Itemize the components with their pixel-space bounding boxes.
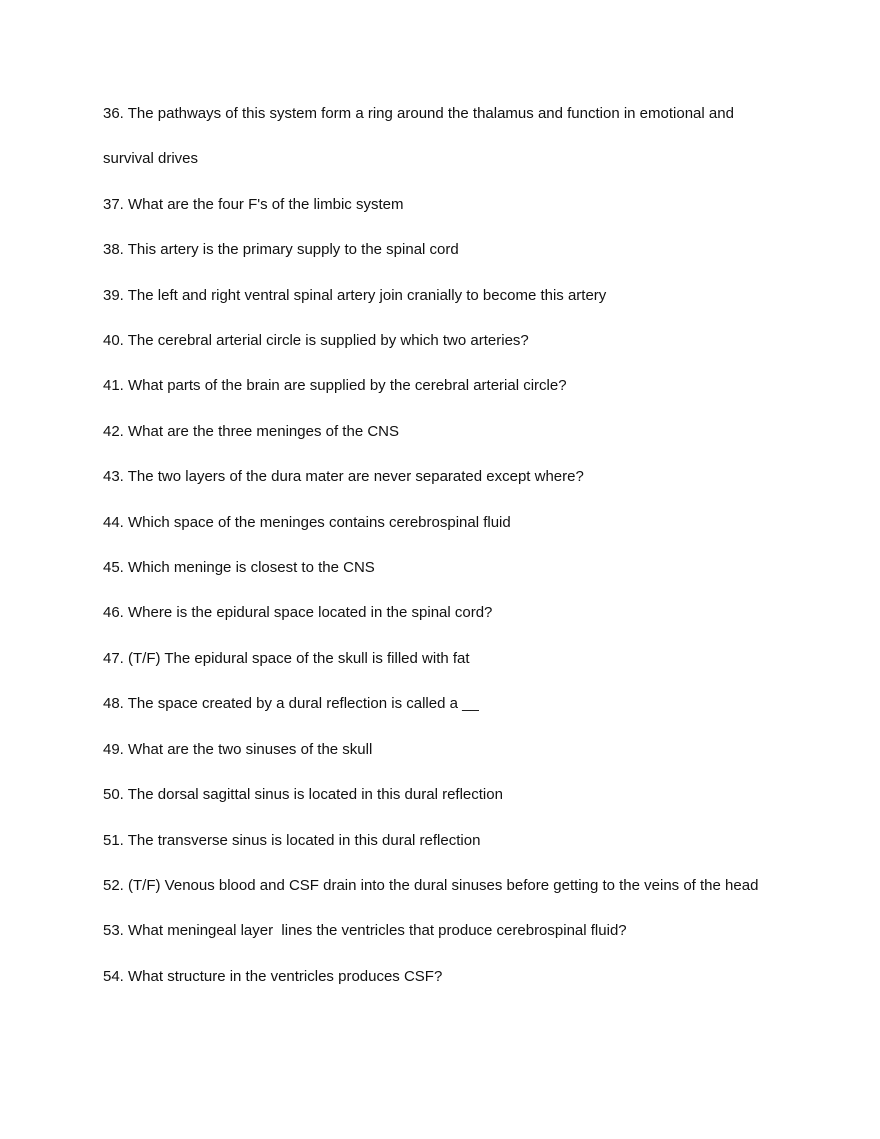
question-50: 50. The dorsal sagittal sinus is located in this dural reflection — [103, 786, 503, 804]
question-41: 41. What parts of the brain are supplied by the cerebral arterial circle? — [103, 377, 567, 395]
question-51: 51. The transverse sinus is located in this dural reflection — [103, 831, 481, 849]
question-53: 53. What meningeal layer lines the ventricles that produce cerebrospinal fluid? — [103, 922, 627, 940]
question-list — [103, 91, 775, 999]
question-46: 46. Where is the epidural space located in the spinal cord? — [103, 604, 493, 622]
question-49: 49. What are the two sinuses of the skull — [103, 740, 373, 758]
question-36: 36. The pathways of this system form a ring around the thalamus and function in emotional and survival drives — [103, 105, 739, 168]
question-52: 52. (T/F) Venous blood and CSF drain into the dural sinuses before getting to the veins of the head — [103, 876, 759, 894]
question-47: 47. (T/F) The epidural space of the skull is filled with fat — [103, 649, 470, 667]
question-37: 37. What are the four F's of the limbic system — [103, 195, 404, 213]
question-43: 43. The two layers of the dura mater are never separated except where? — [103, 468, 584, 486]
question-45: 45. Which meninge is closest to the CNS — [103, 559, 375, 577]
question-48: 48. The space created by a dural reflection is called a __ — [103, 695, 479, 713]
question-42: 42. What are the three meninges of the CNS — [103, 422, 399, 440]
question-38: 38. This artery is the primary supply to the spinal cord — [103, 241, 459, 259]
question-44: 44. Which space of the meninges contains cerebrospinal fluid — [103, 513, 511, 531]
question-54: 54. What structure in the ventricles produces CSF? — [103, 967, 443, 985]
question-39: 39. The left and right ventral spinal artery join cranially to become this artery — [103, 286, 607, 304]
question-40: 40. The cerebral arterial circle is supplied by which two arteries? — [103, 332, 529, 350]
